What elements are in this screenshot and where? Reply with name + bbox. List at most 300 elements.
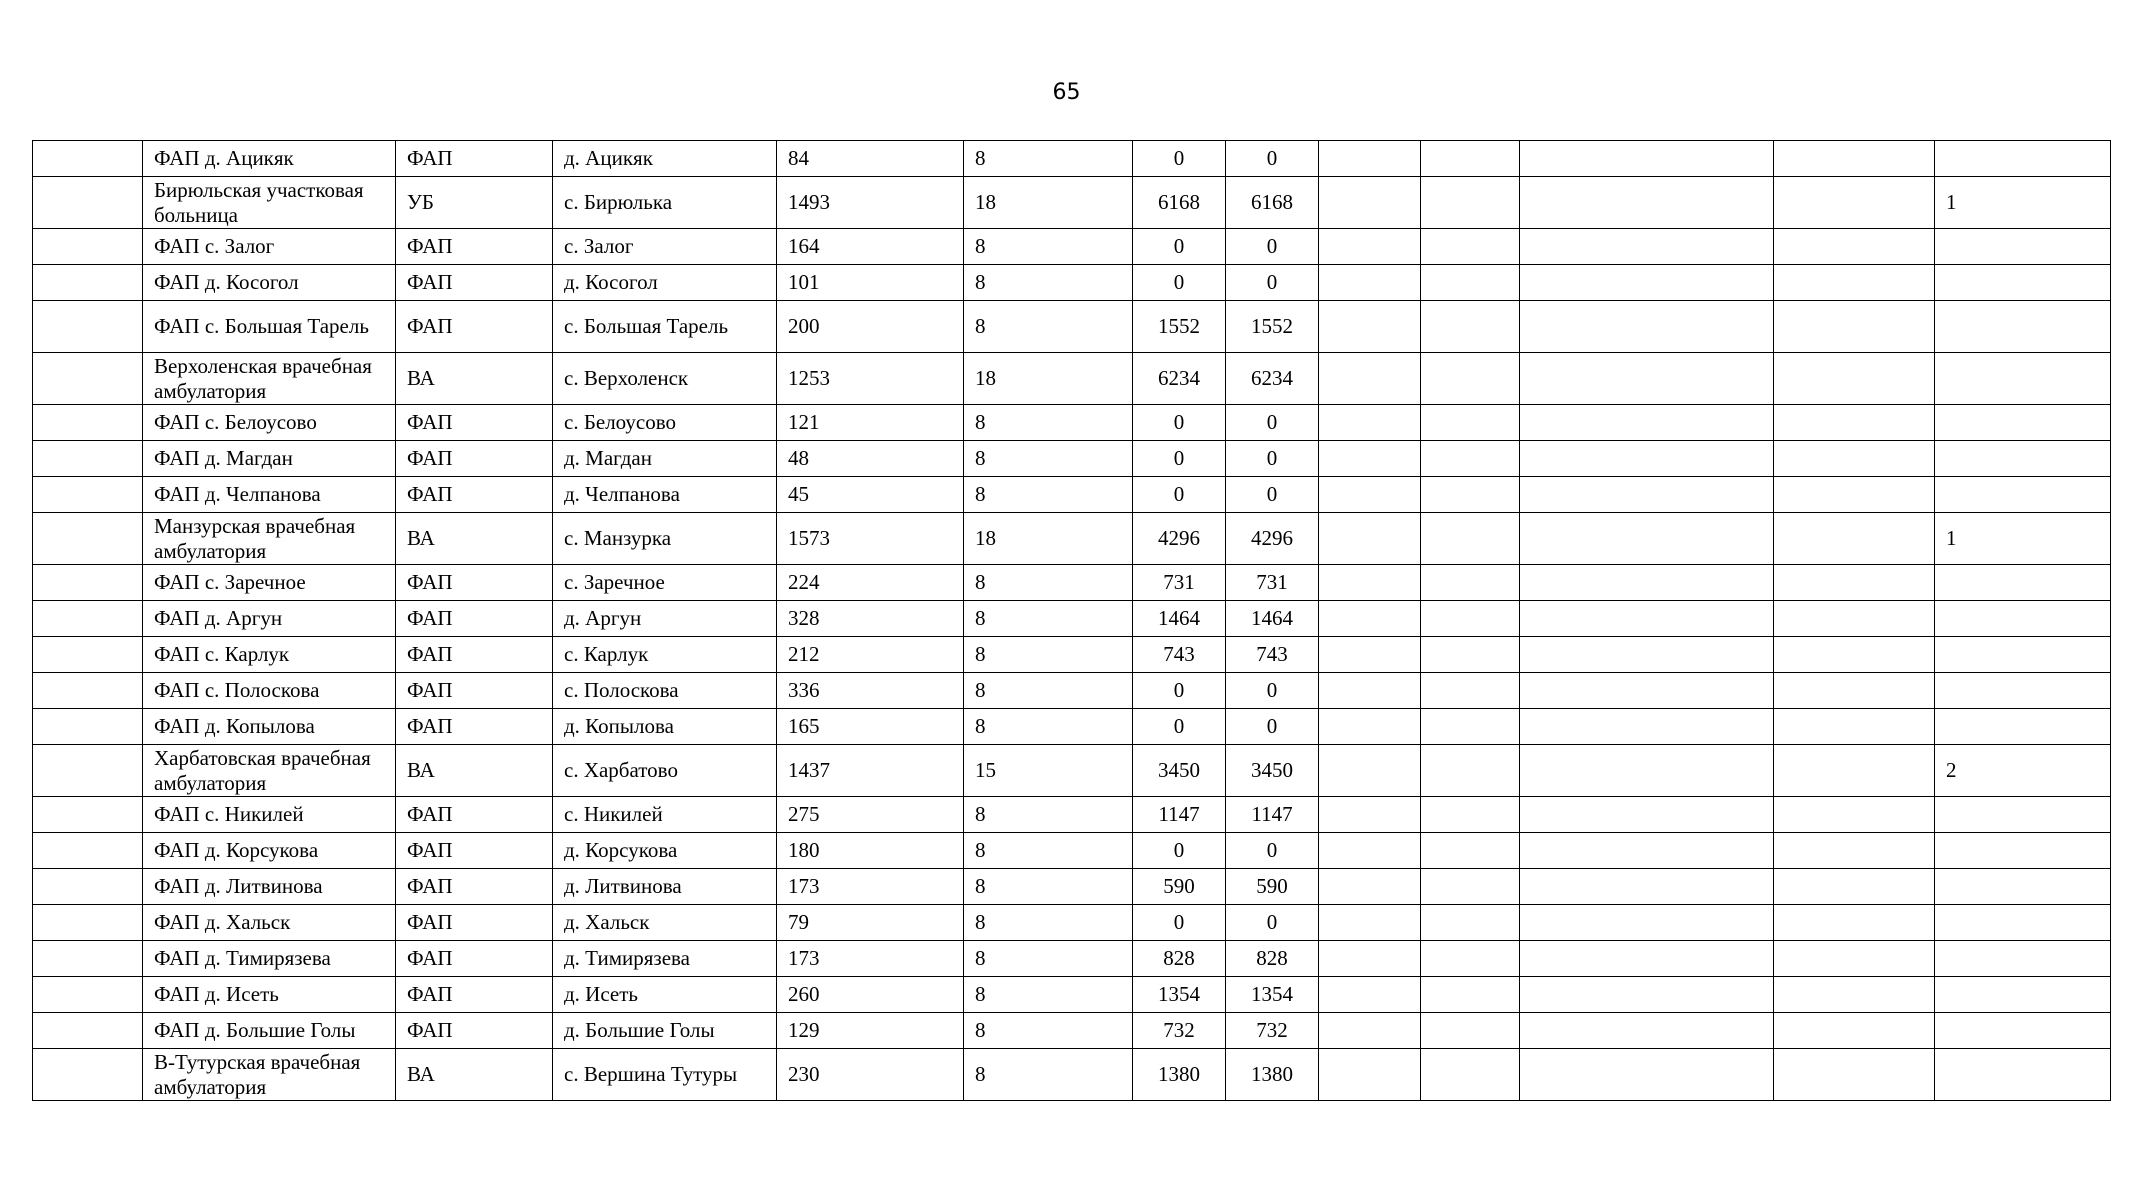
facility-type-cell: ФАП <box>396 477 553 513</box>
row-index-cell <box>33 229 143 265</box>
row-index-cell <box>33 977 143 1013</box>
facility-name-cell: Манзурская врачебная амбулатория <box>143 513 396 565</box>
settlement-cell: д. Хальск <box>553 905 777 941</box>
table-row <box>33 441 2111 477</box>
extra-cell-1 <box>1319 905 1421 941</box>
population-cell: 48 <box>777 441 964 477</box>
table-row <box>33 513 2111 565</box>
row-index-cell <box>33 833 143 869</box>
population-cell: 328 <box>777 601 964 637</box>
value-b-cell: 0 <box>1226 265 1319 301</box>
population-cell: 79 <box>777 905 964 941</box>
extra-cell-3 <box>1520 1049 1774 1101</box>
radius-cell: 8 <box>964 601 1133 637</box>
table-row <box>33 229 2111 265</box>
facility-name-cell: ФАП д. Тимирязева <box>143 941 396 977</box>
facility-name-cell: ФАП д. Исеть <box>143 977 396 1013</box>
extra-cell-3 <box>1520 977 1774 1013</box>
row-index-cell <box>33 565 143 601</box>
extra-cell-4 <box>1774 869 1935 905</box>
extra-cell-1 <box>1319 797 1421 833</box>
table-row <box>33 601 2111 637</box>
facility-type-cell: ВА <box>396 1049 553 1101</box>
settlement-cell: д. Большие Голы <box>553 1013 777 1049</box>
facility-type-cell: ФАП <box>396 833 553 869</box>
count-cell <box>1935 833 2111 869</box>
extra-cell-3 <box>1520 1013 1774 1049</box>
facility-name-cell: ФАП с. Большая Тарель <box>143 301 396 353</box>
population-cell: 45 <box>777 477 964 513</box>
extra-cell-2 <box>1421 1013 1520 1049</box>
value-b-cell: 6168 <box>1226 177 1319 229</box>
table-row <box>33 477 2111 513</box>
extra-cell-4 <box>1774 905 1935 941</box>
row-index-cell <box>33 177 143 229</box>
extra-cell-4 <box>1774 405 1935 441</box>
extra-cell-4 <box>1774 565 1935 601</box>
extra-cell-4 <box>1774 301 1935 353</box>
settlement-cell: с. Белоусово <box>553 405 777 441</box>
facility-name-cell: ФАП д. Аргун <box>143 601 396 637</box>
extra-cell-4 <box>1774 941 1935 977</box>
extra-cell-3 <box>1520 905 1774 941</box>
row-index-cell <box>33 1013 143 1049</box>
settlement-cell: с. Большая Тарель <box>553 301 777 353</box>
extra-cell-4 <box>1774 709 1935 745</box>
settlement-cell: с. Вершина Тутуры <box>553 1049 777 1101</box>
count-cell <box>1935 941 2111 977</box>
table-row <box>33 977 2111 1013</box>
extra-cell-2 <box>1421 673 1520 709</box>
table-row <box>33 141 2111 177</box>
row-index-cell <box>33 601 143 637</box>
table-row <box>33 745 2111 797</box>
radius-cell: 18 <box>964 177 1133 229</box>
facility-type-cell: ФАП <box>396 565 553 601</box>
table-row <box>33 301 2111 353</box>
facility-name-cell: ФАП с. Белоусово <box>143 405 396 441</box>
table-row <box>33 797 2111 833</box>
facility-type-cell: ВА <box>396 745 553 797</box>
extra-cell-1 <box>1319 977 1421 1013</box>
extra-cell-1 <box>1319 709 1421 745</box>
population-cell: 101 <box>777 265 964 301</box>
radius-cell: 18 <box>964 353 1133 405</box>
facility-type-cell: ФАП <box>396 977 553 1013</box>
population-cell: 1437 <box>777 745 964 797</box>
settlement-cell: с. Манзурка <box>553 513 777 565</box>
count-cell <box>1935 477 2111 513</box>
extra-cell-2 <box>1421 869 1520 905</box>
value-b-cell: 0 <box>1226 229 1319 265</box>
extra-cell-2 <box>1421 141 1520 177</box>
settlement-cell: с. Полоскова <box>553 673 777 709</box>
extra-cell-3 <box>1520 477 1774 513</box>
extra-cell-2 <box>1421 941 1520 977</box>
value-a-cell: 1464 <box>1133 601 1226 637</box>
settlement-cell: д. Корсукова <box>553 833 777 869</box>
facility-name-cell: ФАП с. Полоскова <box>143 673 396 709</box>
extra-cell-2 <box>1421 1049 1520 1101</box>
extra-cell-3 <box>1520 141 1774 177</box>
extra-cell-4 <box>1774 833 1935 869</box>
facility-name-cell: ФАП с. Заречное <box>143 565 396 601</box>
row-index-cell <box>33 513 143 565</box>
facility-type-cell: ВА <box>396 353 553 405</box>
value-a-cell: 732 <box>1133 1013 1226 1049</box>
table-row <box>33 565 2111 601</box>
extra-cell-4 <box>1774 797 1935 833</box>
value-b-cell: 0 <box>1226 673 1319 709</box>
extra-cell-3 <box>1520 745 1774 797</box>
value-b-cell: 0 <box>1226 709 1319 745</box>
population-cell: 180 <box>777 833 964 869</box>
count-cell <box>1935 265 2111 301</box>
radius-cell: 8 <box>964 673 1133 709</box>
value-a-cell: 828 <box>1133 941 1226 977</box>
extra-cell-2 <box>1421 177 1520 229</box>
extra-cell-4 <box>1774 601 1935 637</box>
row-index-cell <box>33 1049 143 1101</box>
population-cell: 212 <box>777 637 964 673</box>
extra-cell-3 <box>1520 405 1774 441</box>
facility-name-cell: ФАП д. Копылова <box>143 709 396 745</box>
extra-cell-4 <box>1774 673 1935 709</box>
radius-cell: 15 <box>964 745 1133 797</box>
facility-type-cell: ФАП <box>396 637 553 673</box>
table-row <box>33 833 2111 869</box>
value-b-cell: 0 <box>1226 405 1319 441</box>
value-a-cell: 6234 <box>1133 353 1226 405</box>
count-cell <box>1935 637 2111 673</box>
facility-type-cell: УБ <box>396 177 553 229</box>
value-a-cell: 0 <box>1133 265 1226 301</box>
extra-cell-2 <box>1421 441 1520 477</box>
radius-cell: 8 <box>964 637 1133 673</box>
extra-cell-1 <box>1319 869 1421 905</box>
count-cell <box>1935 1049 2111 1101</box>
facility-type-cell: ФАП <box>396 709 553 745</box>
extra-cell-2 <box>1421 265 1520 301</box>
table-row <box>33 265 2111 301</box>
value-a-cell: 0 <box>1133 441 1226 477</box>
value-a-cell: 3450 <box>1133 745 1226 797</box>
extra-cell-3 <box>1520 673 1774 709</box>
facility-type-cell: ФАП <box>396 1013 553 1049</box>
extra-cell-2 <box>1421 833 1520 869</box>
extra-cell-4 <box>1774 1049 1935 1101</box>
row-index-cell <box>33 265 143 301</box>
extra-cell-1 <box>1319 353 1421 405</box>
settlement-cell: с. Верхоленск <box>553 353 777 405</box>
population-cell: 165 <box>777 709 964 745</box>
table-row <box>33 673 2111 709</box>
facility-type-cell: ФАП <box>396 405 553 441</box>
extra-cell-2 <box>1421 565 1520 601</box>
extra-cell-3 <box>1520 565 1774 601</box>
radius-cell: 8 <box>964 869 1133 905</box>
extra-cell-3 <box>1520 353 1774 405</box>
page-number: 65 <box>1052 80 1081 105</box>
extra-cell-4 <box>1774 745 1935 797</box>
row-index-cell <box>33 353 143 405</box>
facility-name-cell: Харбатовская врачебная амбулатория <box>143 745 396 797</box>
extra-cell-1 <box>1319 265 1421 301</box>
extra-cell-3 <box>1520 797 1774 833</box>
value-a-cell: 743 <box>1133 637 1226 673</box>
value-a-cell: 0 <box>1133 709 1226 745</box>
extra-cell-1 <box>1319 441 1421 477</box>
facility-name-cell: ФАП д. Челпанова <box>143 477 396 513</box>
facility-type-cell: ФАП <box>396 229 553 265</box>
extra-cell-1 <box>1319 405 1421 441</box>
population-cell: 121 <box>777 405 964 441</box>
extra-cell-3 <box>1520 709 1774 745</box>
population-cell: 1253 <box>777 353 964 405</box>
row-index-cell <box>33 709 143 745</box>
row-index-cell <box>33 405 143 441</box>
value-b-cell: 0 <box>1226 905 1319 941</box>
radius-cell: 8 <box>964 229 1133 265</box>
value-a-cell: 0 <box>1133 405 1226 441</box>
count-cell <box>1935 141 2111 177</box>
radius-cell: 8 <box>964 1013 1133 1049</box>
table-row <box>33 353 2111 405</box>
extra-cell-3 <box>1520 177 1774 229</box>
count-cell <box>1935 797 2111 833</box>
row-index-cell <box>33 441 143 477</box>
value-a-cell: 0 <box>1133 833 1226 869</box>
value-a-cell: 0 <box>1133 905 1226 941</box>
facility-type-cell: ФАП <box>396 869 553 905</box>
value-b-cell: 1147 <box>1226 797 1319 833</box>
population-cell: 260 <box>777 977 964 1013</box>
population-cell: 230 <box>777 1049 964 1101</box>
settlement-cell: д. Тимирязева <box>553 941 777 977</box>
settlement-cell: д. Косогол <box>553 265 777 301</box>
extra-cell-1 <box>1319 673 1421 709</box>
radius-cell: 8 <box>964 797 1133 833</box>
extra-cell-3 <box>1520 869 1774 905</box>
extra-cell-2 <box>1421 709 1520 745</box>
table-row <box>33 1049 2111 1101</box>
population-cell: 173 <box>777 941 964 977</box>
value-b-cell: 590 <box>1226 869 1319 905</box>
extra-cell-2 <box>1421 353 1520 405</box>
facility-name-cell: ФАП с. Никилей <box>143 797 396 833</box>
population-cell: 224 <box>777 565 964 601</box>
count-cell <box>1935 229 2111 265</box>
row-index-cell <box>33 673 143 709</box>
facility-type-cell: ФАП <box>396 601 553 637</box>
extra-cell-4 <box>1774 177 1935 229</box>
value-a-cell: 590 <box>1133 869 1226 905</box>
value-a-cell: 0 <box>1133 673 1226 709</box>
facility-name-cell: ФАП д. Хальск <box>143 905 396 941</box>
settlement-cell: д. Аргун <box>553 601 777 637</box>
settlement-cell: д. Литвинова <box>553 869 777 905</box>
value-a-cell: 1147 <box>1133 797 1226 833</box>
facility-type-cell: ФАП <box>396 941 553 977</box>
facility-type-cell: ФАП <box>396 905 553 941</box>
extra-cell-4 <box>1774 477 1935 513</box>
population-cell: 200 <box>777 301 964 353</box>
table-row <box>33 709 2111 745</box>
facility-type-cell: ФАП <box>396 141 553 177</box>
radius-cell: 8 <box>964 265 1133 301</box>
extra-cell-1 <box>1319 513 1421 565</box>
extra-cell-2 <box>1421 229 1520 265</box>
extra-cell-3 <box>1520 833 1774 869</box>
count-cell <box>1935 565 2111 601</box>
extra-cell-1 <box>1319 301 1421 353</box>
extra-cell-4 <box>1774 265 1935 301</box>
table-row <box>33 905 2111 941</box>
radius-cell: 8 <box>964 833 1133 869</box>
population-cell: 275 <box>777 797 964 833</box>
count-cell <box>1935 405 2111 441</box>
extra-cell-3 <box>1520 513 1774 565</box>
extra-cell-2 <box>1421 977 1520 1013</box>
population-cell: 1573 <box>777 513 964 565</box>
extra-cell-3 <box>1520 637 1774 673</box>
value-a-cell: 1552 <box>1133 301 1226 353</box>
extra-cell-2 <box>1421 477 1520 513</box>
value-a-cell: 0 <box>1133 141 1226 177</box>
extra-cell-2 <box>1421 637 1520 673</box>
extra-cell-1 <box>1319 229 1421 265</box>
radius-cell: 8 <box>964 141 1133 177</box>
count-cell <box>1935 353 2111 405</box>
settlement-cell: с. Карлук <box>553 637 777 673</box>
table-row <box>33 869 2111 905</box>
extra-cell-4 <box>1774 353 1935 405</box>
value-b-cell: 828 <box>1226 941 1319 977</box>
facility-name-cell: ФАП д. Косогол <box>143 265 396 301</box>
population-cell: 129 <box>777 1013 964 1049</box>
table-row <box>33 637 2111 673</box>
extra-cell-3 <box>1520 941 1774 977</box>
facility-name-cell: Верхоленская врачебная амбулатория <box>143 353 396 405</box>
radius-cell: 8 <box>964 405 1133 441</box>
extra-cell-4 <box>1774 229 1935 265</box>
value-a-cell: 731 <box>1133 565 1226 601</box>
extra-cell-2 <box>1421 601 1520 637</box>
extra-cell-4 <box>1774 1013 1935 1049</box>
row-index-cell <box>33 477 143 513</box>
population-cell: 336 <box>777 673 964 709</box>
population-cell: 164 <box>777 229 964 265</box>
radius-cell: 8 <box>964 565 1133 601</box>
extra-cell-1 <box>1319 141 1421 177</box>
extra-cell-4 <box>1774 513 1935 565</box>
extra-cell-3 <box>1520 301 1774 353</box>
value-b-cell: 0 <box>1226 441 1319 477</box>
count-cell <box>1935 301 2111 353</box>
value-a-cell: 1354 <box>1133 977 1226 1013</box>
extra-cell-1 <box>1319 477 1421 513</box>
facility-name-cell: В-Тутурская врачебная амбулатория <box>143 1049 396 1101</box>
settlement-cell: с. Харбатово <box>553 745 777 797</box>
value-a-cell: 0 <box>1133 229 1226 265</box>
table-row <box>33 1013 2111 1049</box>
value-b-cell: 3450 <box>1226 745 1319 797</box>
count-cell <box>1935 905 2111 941</box>
count-cell <box>1935 673 2111 709</box>
extra-cell-2 <box>1421 745 1520 797</box>
value-b-cell: 0 <box>1226 477 1319 513</box>
settlement-cell: д. Исеть <box>553 977 777 1013</box>
facility-name-cell: ФАП д. Корсукова <box>143 833 396 869</box>
extra-cell-2 <box>1421 797 1520 833</box>
row-index-cell <box>33 637 143 673</box>
value-b-cell: 6234 <box>1226 353 1319 405</box>
radius-cell: 8 <box>964 977 1133 1013</box>
count-cell <box>1935 441 2111 477</box>
row-index-cell <box>33 941 143 977</box>
value-b-cell: 0 <box>1226 141 1319 177</box>
extra-cell-1 <box>1319 177 1421 229</box>
extra-cell-2 <box>1421 905 1520 941</box>
population-cell: 173 <box>777 869 964 905</box>
extra-cell-4 <box>1774 441 1935 477</box>
settlement-cell: с. Залог <box>553 229 777 265</box>
table-row <box>33 941 2111 977</box>
value-a-cell: 4296 <box>1133 513 1226 565</box>
extra-cell-1 <box>1319 565 1421 601</box>
settlement-cell: д. Копылова <box>553 709 777 745</box>
count-cell <box>1935 977 2111 1013</box>
settlement-cell: с. Заречное <box>553 565 777 601</box>
extra-cell-1 <box>1319 1049 1421 1101</box>
count-cell <box>1935 1013 2111 1049</box>
value-b-cell: 4296 <box>1226 513 1319 565</box>
row-index-cell <box>33 141 143 177</box>
count-cell: 2 <box>1935 745 2111 797</box>
facility-name-cell: ФАП с. Карлук <box>143 637 396 673</box>
extra-cell-4 <box>1774 141 1935 177</box>
value-b-cell: 1552 <box>1226 301 1319 353</box>
radius-cell: 8 <box>964 941 1133 977</box>
radius-cell: 8 <box>964 301 1133 353</box>
row-index-cell <box>33 905 143 941</box>
facility-name-cell: ФАП д. Магдан <box>143 441 396 477</box>
extra-cell-1 <box>1319 637 1421 673</box>
value-a-cell: 1380 <box>1133 1049 1226 1101</box>
count-cell <box>1935 709 2111 745</box>
table-row <box>33 405 2111 441</box>
population-cell: 84 <box>777 141 964 177</box>
count-cell <box>1935 869 2111 905</box>
facility-type-cell: ФАП <box>396 673 553 709</box>
extra-cell-3 <box>1520 265 1774 301</box>
extra-cell-2 <box>1421 301 1520 353</box>
radius-cell: 8 <box>964 477 1133 513</box>
facility-name-cell: ФАП д. Литвинова <box>143 869 396 905</box>
row-index-cell <box>33 745 143 797</box>
count-cell <box>1935 601 2111 637</box>
facility-name-cell: ФАП д. Большие Голы <box>143 1013 396 1049</box>
settlement-cell: д. Магдан <box>553 441 777 477</box>
facility-type-cell: ФАП <box>396 441 553 477</box>
count-cell: 1 <box>1935 513 2111 565</box>
extra-cell-1 <box>1319 1013 1421 1049</box>
population-cell: 1493 <box>777 177 964 229</box>
value-a-cell: 6168 <box>1133 177 1226 229</box>
extra-cell-3 <box>1520 229 1774 265</box>
value-b-cell: 1354 <box>1226 977 1319 1013</box>
facility-type-cell: ВА <box>396 513 553 565</box>
